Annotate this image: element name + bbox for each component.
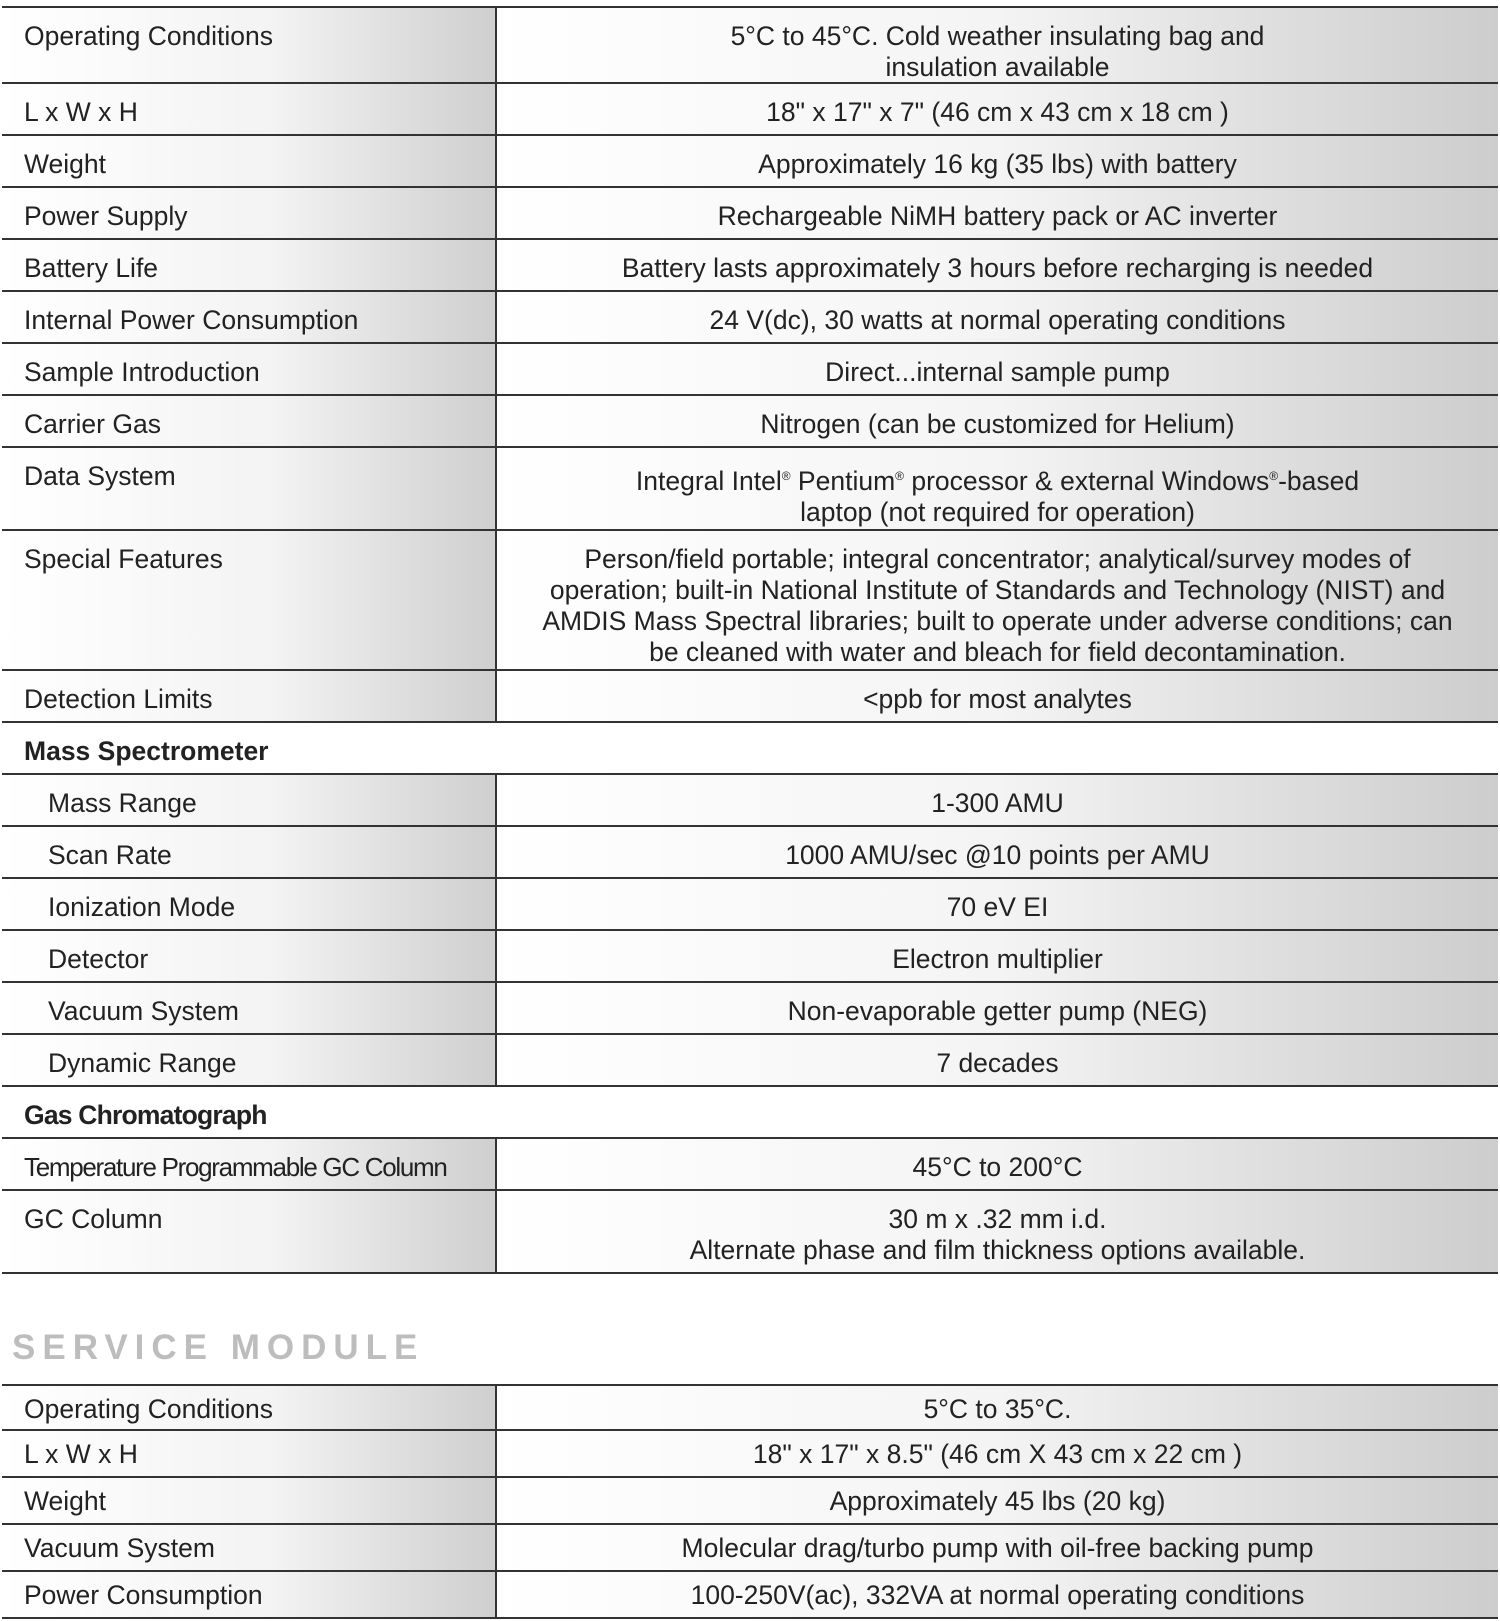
row-label: Detection Limits (2, 671, 497, 721)
table-row (2, 136, 1498, 188)
row-label: Battery Life (2, 240, 497, 290)
row-label: Special Features (2, 531, 497, 669)
row-label: Data System (2, 448, 497, 529)
table-row (2, 775, 1498, 827)
section-title: Gas Chromatograph (2, 1087, 1498, 1137)
service-module-title: SERVICE MODULE (12, 1328, 425, 1367)
row-value: Approximately 45 lbs (20 kg) (497, 1478, 1498, 1523)
row-value: 1-300 AMU (497, 775, 1498, 825)
registered-mark: ® (895, 469, 904, 483)
table-row (2, 344, 1498, 396)
section-heading-gas-chromatograph (2, 1087, 1498, 1139)
row-label: Operating Conditions (2, 8, 497, 82)
row-label: L x W x H (2, 84, 497, 134)
row-value: <ppb for most analytes (497, 671, 1498, 721)
specifications-table (2, 6, 1498, 1274)
table-row (2, 6, 1498, 84)
row-value: 5°C to 35°C. (497, 1386, 1498, 1429)
row-label: Ionization Mode (2, 879, 497, 929)
row-value: Electron multiplier (497, 931, 1498, 981)
row-value: 70 eV EI (497, 879, 1498, 929)
row-label: Power Consumption (2, 1572, 497, 1617)
table-row (2, 983, 1498, 1035)
row-label: Carrier Gas (2, 396, 497, 446)
row-value: Nitrogen (can be customized for Helium) (497, 396, 1498, 446)
row-label: Detector (2, 931, 497, 981)
row-value: 24 V(dc), 30 watts at normal operating conditions (497, 292, 1498, 342)
row-value: Approximately 16 kg (35 lbs) with battery (497, 136, 1498, 186)
row-value: Integral Intel® Pentium® processor & external Windows®-based laptop (not required for operation) (497, 448, 1498, 529)
table-row (2, 448, 1498, 531)
table-row (2, 292, 1498, 344)
table-row (2, 931, 1498, 983)
registered-mark: ® (781, 469, 791, 483)
row-label: Internal Power Consumption (2, 292, 497, 342)
row-value: 100-250V(ac), 332VA at normal operating conditions (497, 1572, 1498, 1617)
row-label: Vacuum System (2, 1525, 497, 1570)
row-value: Rechargeable NiMH battery pack or AC inverter (497, 188, 1498, 238)
table-row (2, 1525, 1498, 1572)
row-value: 7 decades (497, 1035, 1498, 1085)
row-value: 1000 AMU/sec @10 points per AMU (497, 827, 1498, 877)
row-label: Scan Rate (2, 827, 497, 877)
table-row (2, 1139, 1498, 1191)
table-row (2, 1191, 1498, 1274)
row-value: Direct...internal sample pump (497, 344, 1498, 394)
table-row (2, 84, 1498, 136)
table-row (2, 1572, 1498, 1619)
service-module-table (2, 1384, 1498, 1619)
row-label: Temperature Programmable GC Column (2, 1139, 497, 1189)
table-row (2, 827, 1498, 879)
row-value: Non-evaporable getter pump (NEG) (497, 983, 1498, 1033)
table-row (2, 1384, 1498, 1431)
row-label: Weight (2, 1478, 497, 1523)
registered-mark: ® (1269, 469, 1279, 483)
section-title: Mass Spectrometer (2, 723, 1498, 773)
row-value: Person/field portable; integral concentrator; analytical/survey modes of operation; built-in National Institute of Standards and Technology (NIST) and AMDIS Mass Spectral libraries; built to operate under adverse conditions; can be cleaned with water and bleach for field decontamination. (497, 531, 1498, 669)
row-label: Sample Introduction (2, 344, 497, 394)
row-label: Vacuum System (2, 983, 497, 1033)
row-value: 45°C to 200°C (497, 1139, 1498, 1189)
row-label: L x W x H (2, 1431, 497, 1476)
row-value: 18" x 17" x 7" (46 cm x 43 cm x 18 cm ) (497, 84, 1498, 134)
table-row (2, 879, 1498, 931)
table-row (2, 396, 1498, 448)
row-value: 18" x 17" x 8.5" (46 cm X 43 cm x 22 cm ) (497, 1431, 1498, 1476)
table-row (2, 531, 1498, 671)
row-label: Operating Conditions (2, 1386, 497, 1429)
row-label: Power Supply (2, 188, 497, 238)
table-row (2, 240, 1498, 292)
table-row (2, 188, 1498, 240)
row-label: Mass Range (2, 775, 497, 825)
table-row (2, 1035, 1498, 1087)
table-row (2, 671, 1498, 723)
table-row (2, 1478, 1498, 1525)
row-value: 5°C to 45°C. Cold weather insulating bag and insulation available (497, 8, 1498, 82)
row-label: GC Column (2, 1191, 497, 1272)
row-value: Battery lasts approximately 3 hours before recharging is needed (497, 240, 1498, 290)
row-label: Weight (2, 136, 497, 186)
row-value: 30 m x .32 mm i.d. Alternate phase and film thickness options available. (497, 1191, 1498, 1272)
table-row (2, 1431, 1498, 1478)
row-value: Molecular drag/turbo pump with oil-free backing pump (497, 1525, 1498, 1570)
section-heading-mass-spectrometer (2, 723, 1498, 775)
row-label: Dynamic Range (2, 1035, 497, 1085)
